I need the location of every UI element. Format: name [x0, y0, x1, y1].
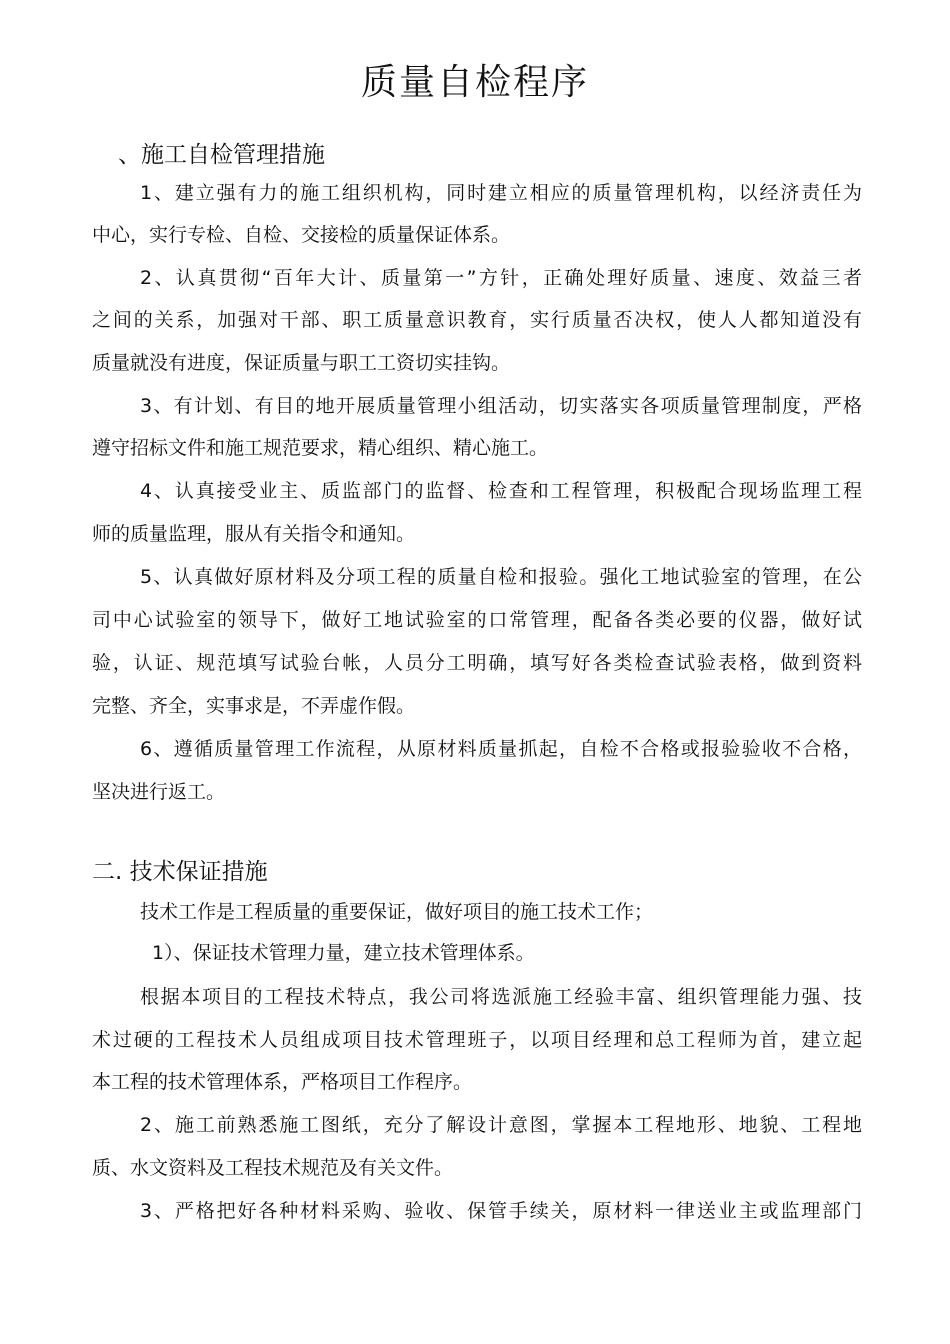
paragraph-line: 3、严格把好各种材料采购、验收、保管手续关，原材料一律送业主或监理部门	[140, 1200, 862, 1222]
paragraph-line: 本工程的技术管理体系，严格项目工作程序。	[92, 1071, 473, 1093]
paragraph-line: 质量就没有进度，保证质量与职工工资切实挂钩。	[92, 352, 511, 374]
document-title: 质量自检程序	[360, 62, 589, 103]
paragraph-line: 质、水文资料及工程技术规范及有关文件。	[92, 1157, 454, 1179]
paragraph-line: 遵守招标文件和施工规范要求，精心组织、精心施工。	[92, 437, 549, 459]
section-heading-technical-assurance: 二. 技术保证措施	[92, 859, 268, 885]
paragraph-line: 之间的关系，加强对干部、职工质量意识教育，实行质量否决权，使人人都知道没有	[92, 309, 862, 331]
paragraph-line: 坚决进行返工。	[92, 781, 226, 803]
paragraph-line: 技术工作是工程质量的重要保证，做好项目的施工技术工作；	[140, 901, 654, 923]
paragraph-line: 3、有计划、有目的地开展质量管理小组活动，切实落实各项质量管理制度，严格	[140, 395, 862, 417]
paragraph-line: 4、认真接受业主、质监部门的监督、检查和工程管理，积极配合现场监理工程	[140, 480, 862, 502]
paragraph-line: 完整、齐全，实事求是，不弄虚作假。	[92, 695, 416, 717]
section-heading-construction-self-inspection: 、施工自检管理措施	[118, 142, 325, 168]
paragraph-line: 1）、保证技术管理力量，建立技术管理体系。	[152, 942, 535, 964]
paragraph-line: 1、建立强有力的施工组织机构，同时建立相应的质量管理机构，以经济责任为	[140, 182, 862, 204]
paragraph-line: 6、遵循质量管理工作流程，从原材料质量抓起，自检不合格或报验验收不合格，	[140, 738, 862, 760]
paragraph-line: 司中心试验室的领导下，做好工地试验室的口常管理，配备各类必要的仪器，做好试	[92, 609, 862, 631]
paragraph-line: 根据本项目的工程技术特点，我公司将选派施工经验丰富、组织管理能力强、技	[140, 986, 862, 1008]
paragraph-line: 2、施工前熟悉施工图纸，充分了解设计意图，掌握本工程地形、地貌、工程地	[140, 1114, 862, 1136]
paragraph-line: 术过硬的工程技术人员组成项目技术管理班子，以项目经理和总工程师为首，建立起	[92, 1029, 862, 1051]
paragraph-line: 中心，实行专检、自检、交接检的质量保证体系。	[92, 224, 511, 246]
paragraph-line: 师的质量监理，服从有关指令和通知。	[92, 523, 416, 545]
paragraph-line: 2、认真贯彻“百年大计、质量第一”方针，正确处理好质量、速度、效益三者	[140, 267, 862, 289]
paragraph-line: 5、认真做好原材料及分项工程的质量自检和报验。强化工地试验室的管理，在公	[140, 566, 862, 588]
paragraph-line: 验，认证、规范填写试验台帐，人员分工明确，填写好各类检查试验表格，做到资料	[92, 652, 862, 674]
